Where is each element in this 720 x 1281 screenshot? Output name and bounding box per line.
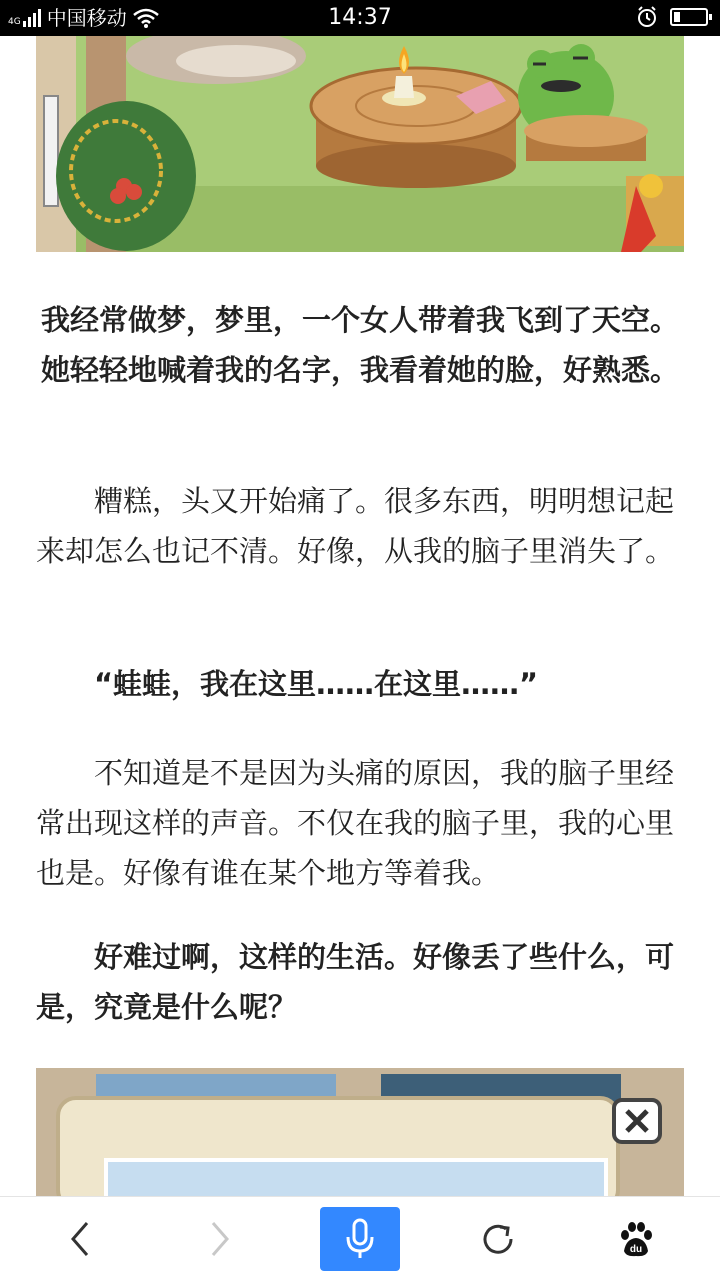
baidu-home-button[interactable] bbox=[596, 1207, 676, 1271]
browser-bottom-nav bbox=[0, 1196, 720, 1281]
refresh-icon bbox=[478, 1219, 518, 1259]
microphone-icon bbox=[344, 1217, 376, 1261]
paragraph-1: 我经常做梦，梦里，一个女人带着我飞到了天空。她轻轻地喊着我的名字，我看着她的脸，好熟悉。 bbox=[40, 303, 679, 387]
back-button[interactable] bbox=[40, 1207, 120, 1271]
carrier-name: 中国移动 bbox=[46, 6, 127, 30]
voice-search-button[interactable] bbox=[320, 1207, 400, 1271]
status-bar bbox=[0, 0, 720, 36]
article-image-frog-scene bbox=[36, 36, 684, 252]
article-image-game-dialog bbox=[36, 1068, 684, 1196]
paragraph-3: “蛙蛙，我在这里……在这里……” bbox=[94, 667, 539, 701]
status-right bbox=[636, 6, 708, 28]
paragraph-2: 糟糕，头又开始痛了。很多东西，明明想记起来却怎么也记不清。好像，从我的脑子里消失了。 bbox=[36, 484, 675, 568]
alarm-icon bbox=[636, 6, 658, 28]
battery-icon bbox=[670, 8, 708, 26]
chevron-left-icon bbox=[68, 1219, 92, 1259]
status-time: 14:37 bbox=[328, 5, 392, 30]
forward-button[interactable] bbox=[180, 1207, 260, 1271]
baidu-paw-icon bbox=[616, 1219, 656, 1259]
svg-text:du: du bbox=[629, 1244, 643, 1255]
chevron-right-icon bbox=[208, 1219, 232, 1259]
paragraph-4: 不知道是不是因为头痛的原因，我的脑子里经常出现这样的声音。不仅在我的脑子里，我的心里也是。好像有谁在某个地方等着我。 bbox=[36, 756, 675, 890]
refresh-button[interactable] bbox=[458, 1207, 538, 1271]
network-type: 4G bbox=[8, 17, 21, 27]
close-icon bbox=[614, 1100, 660, 1142]
paragraph-5: 好难过啊，这样的生活。好像丢了些什么，可是，究竟是什么呢？ bbox=[36, 940, 675, 1024]
